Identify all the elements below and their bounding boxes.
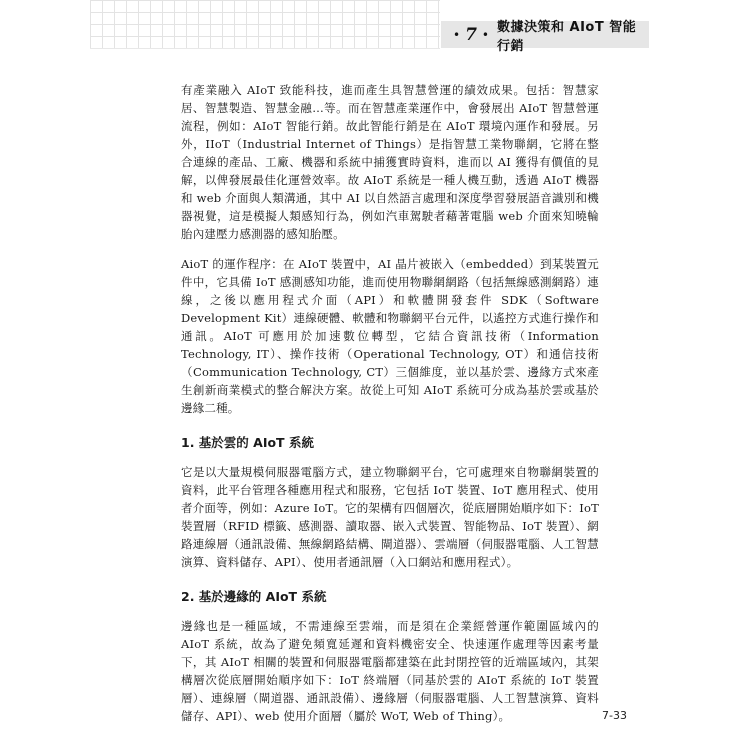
page-number: 7-33 — [602, 709, 627, 722]
page-body — [181, 81, 599, 737]
paragraph-intro: 有產業融入 AIoT 致能科技，進而產生具智慧營運的績效成果。包括：智慧家居、智慧製造、智慧金融…等。而在智慧產業運作中，會發展出 AIoT 智慧營運流程，例如：AIoT 智能行銷。故此智能行銷是在 AIoT 環境內運作和發展。另外，IIoT（Industrial Internet of Things）是指智慧工業物聯網，它將在整合連線的產品、工廠、機器和系統中捕獲實時資料，進而以 AI 獲得有價值的見解，以俾發展最佳化運營效率。故 AIoT 系統是一種人機互動，透過 AIoT 機器和 web 介面與人類溝通，其中 AI 以自然語言處理和深度學習發展語音識別和機器視覺，這是模擬人類感知行為，例如汽車駕駛者藉著電腦 web 介面來知曉輪胎內建壓力感測器的感知胎壓。 — [181, 83, 599, 241]
chapter-title: 數據決策和 AIoT 智能行銷 — [497, 19, 637, 54]
header-bullet-left: • — [453, 27, 461, 42]
paragraph-aiot-process: AioT 的運作程序：在 AIoT 裝置中，AI 晶片被嵌入（embedded）到某裝置元件中，它具備 IoT 感測感知功能，進而使用物聯網網路（包括無線感測網路）連線，之後以應用程式介面（API）和軟體開發套件 SDK（Software Development Kit）連線硬體、軟體和物聯網平台元件，以遙控方式進行操作和通訊。AIoT 可應用於加速數位轉型，它結合資訊技術（Information Technology, IT）、操作技術（Operational Technology, OT）和通信技術（Communication Technology, CT）三個維度，並以基於雲、邊緣方式來產生創新商業模式的整合解決方案。故從上可知 AIoT 系統可分成為基於雲或基於邊緣二種。 — [181, 257, 599, 415]
header-grid-decoration — [90, 0, 440, 49]
chapter-number: 7 — [465, 24, 477, 45]
section-heading-edge: 2. 基於邊緣的 AIoT 系統 — [181, 589, 327, 604]
header-bullet-right: • — [481, 27, 489, 42]
chapter-header — [441, 19, 649, 54]
paragraph-edge: 邊緣也是一種區域，不需連線至雲端，而是須在企業經營運作範圍區域內的 AIoT 系統，故為了避免頻寬延遲和資料機密安全、快速運作處理等因素考量下，其 AIoT 相關的裝置和伺服器電腦都建築在此封閉控管的近端區域內，其架構層次從底層開始順序如下：IoT 終端層（同基於雲的 AIoT 系統的 IoT 裝置層）、連線層（閘道器、通訊設備）、邊緣層（伺服器電腦、人工智慧演算、資料儲存、API）、web 使用介面層（屬於 WoT, Web of Thing）。 — [181, 619, 599, 723]
section-heading-cloud: 1. 基於雲的 AIoT 系統 — [181, 435, 314, 450]
paragraph-cloud: 它是以大量規模伺服器電腦方式，建立物聯網平台，它可處理來自物聯網裝置的資料，此平台管理各種應用程式和服務，它包括 IoT 裝置、IoT 應用程式、使用者介面等，例如：Azure IoT。它的架構有四個層次，從底層開始順序如下：IoT 裝置層（RFID 標籤、感測器、讀取器、嵌入式裝置、智能物品、IoT 裝置）、網路連線層（通訊設備、無線網路結構、閘道器）、雲端層（伺服器電腦、人工智慧演算、資料儲存、API）、使用者通訊層（入口網站和應用程式）。 — [181, 465, 599, 569]
